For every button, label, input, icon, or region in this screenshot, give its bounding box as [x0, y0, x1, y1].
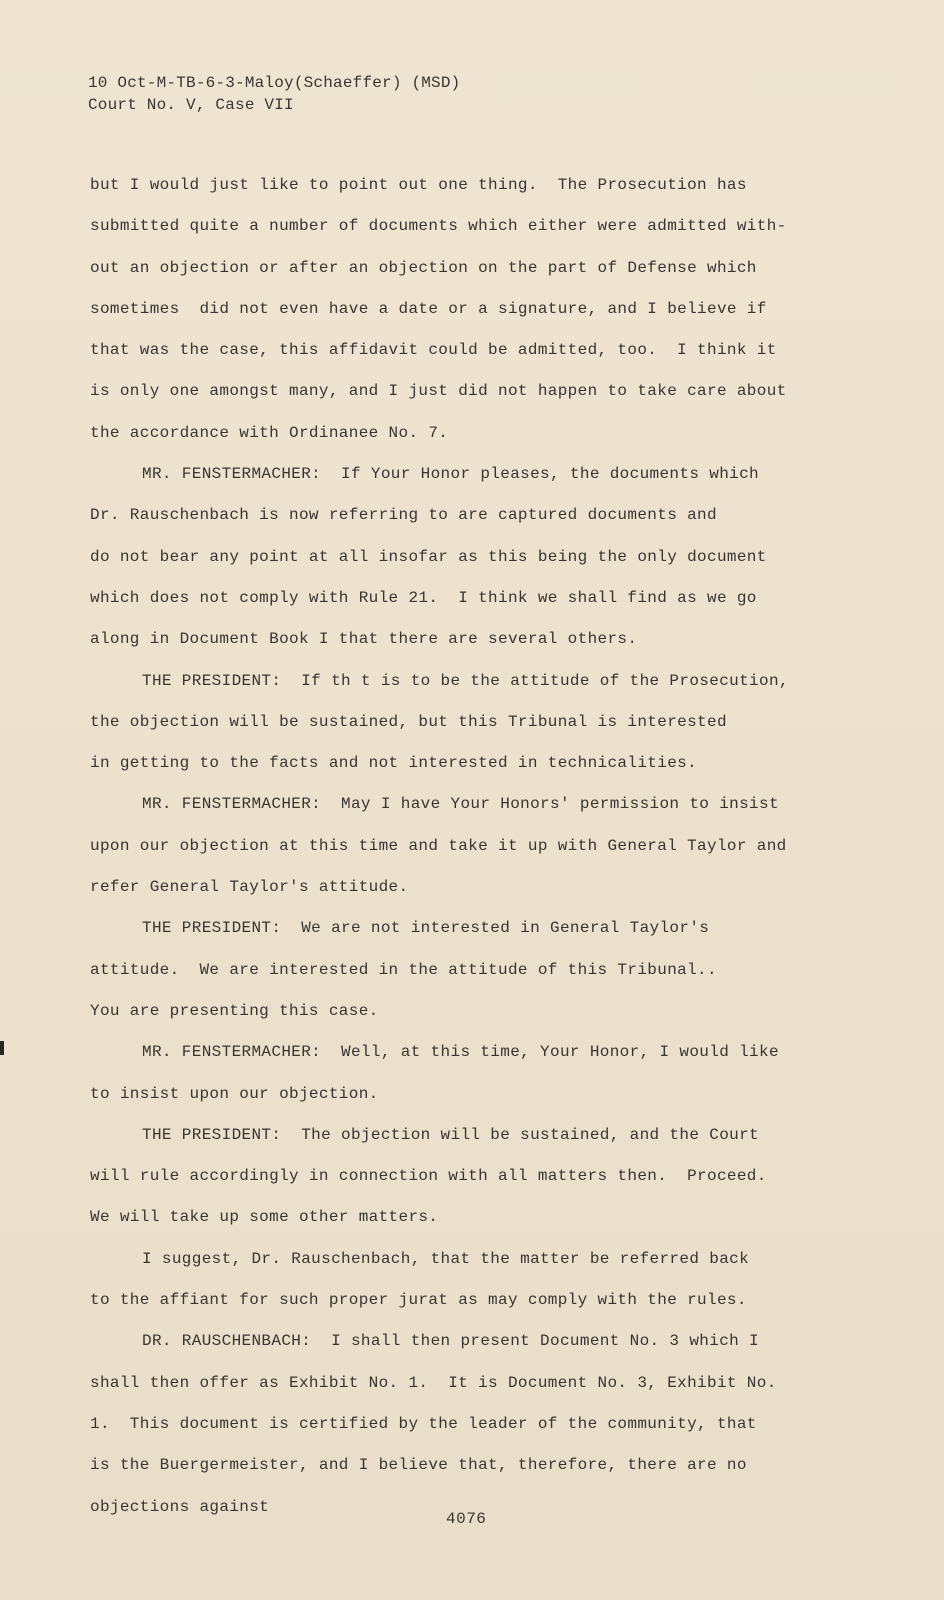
transcript-line: THE PRESIDENT: The objection will be sustained, and the Court	[142, 1125, 759, 1144]
document-header	[88, 72, 460, 116]
margin-mark	[0, 1041, 4, 1055]
header-session-line: 10 Oct-M-TB-6-3-Maloy(Schaeffer) (MSD)	[88, 74, 461, 92]
transcript-line: I suggest, Dr. Rauschenbach, that the matter be referred back	[142, 1249, 750, 1268]
transcript-line: the accordance with Ordinanee No. 7.	[90, 423, 449, 442]
transcript-line: You are presenting this case.	[90, 1001, 379, 1020]
transcript-line: THE PRESIDENT: We are not interested in General Taylor's	[142, 919, 710, 938]
transcript-line: attitude. We are interested in the attitude of this Tribunal..	[90, 960, 717, 979]
transcript-line: do not bear any point at all insofar as this being the only document	[90, 547, 767, 566]
transcript-line: upon our objection at this time and take it up with General Taylor and	[90, 836, 787, 855]
transcript-line: is the Buergermeister, and I believe that, therefore, there are no	[90, 1456, 747, 1475]
transcript-line: shall then offer as Exhibit No. 1. It is Document No. 3, Exhibit No.	[90, 1373, 777, 1392]
transcript-line: out an objection or after an objection on the part of Defense which	[90, 258, 757, 277]
transcript-line: THE PRESIDENT: If th t is to be the attitude of the Prosecution,	[142, 671, 789, 690]
transcript-line: submitted quite a number of documents which either were admitted with-	[90, 217, 787, 236]
header-court-line: Court No. V, Case VII	[88, 96, 294, 114]
transcript-line: 1. This document is certified by the leader of the community, that	[90, 1414, 757, 1433]
transcript-line: that was the case, this affidavit could be admitted, too. I think it	[90, 341, 777, 360]
transcript-line: but I would just like to point out one thing. The Prosecution has	[90, 176, 747, 194]
transcript-line: which does not comply with Rule 21. I think we shall find as we go	[90, 588, 757, 607]
transcript-line: is only one amongst many, and I just did not happen to take care about	[90, 382, 787, 401]
transcript-line: MR. FENSTERMACHER: Well, at this time, Your Honor, I would like	[142, 1043, 779, 1062]
transcript-line: MR. FENSTERMACHER: May I have Your Honors' permission to insist	[142, 795, 779, 814]
transcript-line: in getting to the facts and not interested in technicalities.	[90, 754, 698, 773]
transcript-line: along in Document Book I that there are several others.	[90, 630, 638, 649]
transcript-line: to the affiant for such proper jurat as may comply with the rules.	[90, 1291, 747, 1310]
transcript-body	[90, 174, 820, 1537]
transcript-line: refer General Taylor's attitude.	[90, 878, 409, 897]
transcript-line: sometimes did not even have a date or a signature, and I believe if	[90, 299, 767, 318]
transcript-line: the objection will be sustained, but this Tribunal is interested	[90, 712, 727, 731]
transcript-line: DR. RAUSCHENBACH: I shall then present Document No. 3 which I	[142, 1332, 759, 1351]
transcript-line: MR. FENSTERMACHER: If Your Honor pleases, the documents which	[142, 465, 759, 484]
transcript-line: We will take up some other matters.	[90, 1208, 439, 1227]
page-number: 4076	[446, 1510, 487, 1528]
transcript-line: Dr. Rauschenbach is now referring to are captured documents and	[90, 506, 717, 525]
transcript-line: to insist upon our objection.	[90, 1084, 379, 1103]
transcript-line: objections against	[90, 1497, 270, 1516]
transcript-line: will rule accordingly in connection with all matters then. Proceed.	[90, 1167, 767, 1186]
